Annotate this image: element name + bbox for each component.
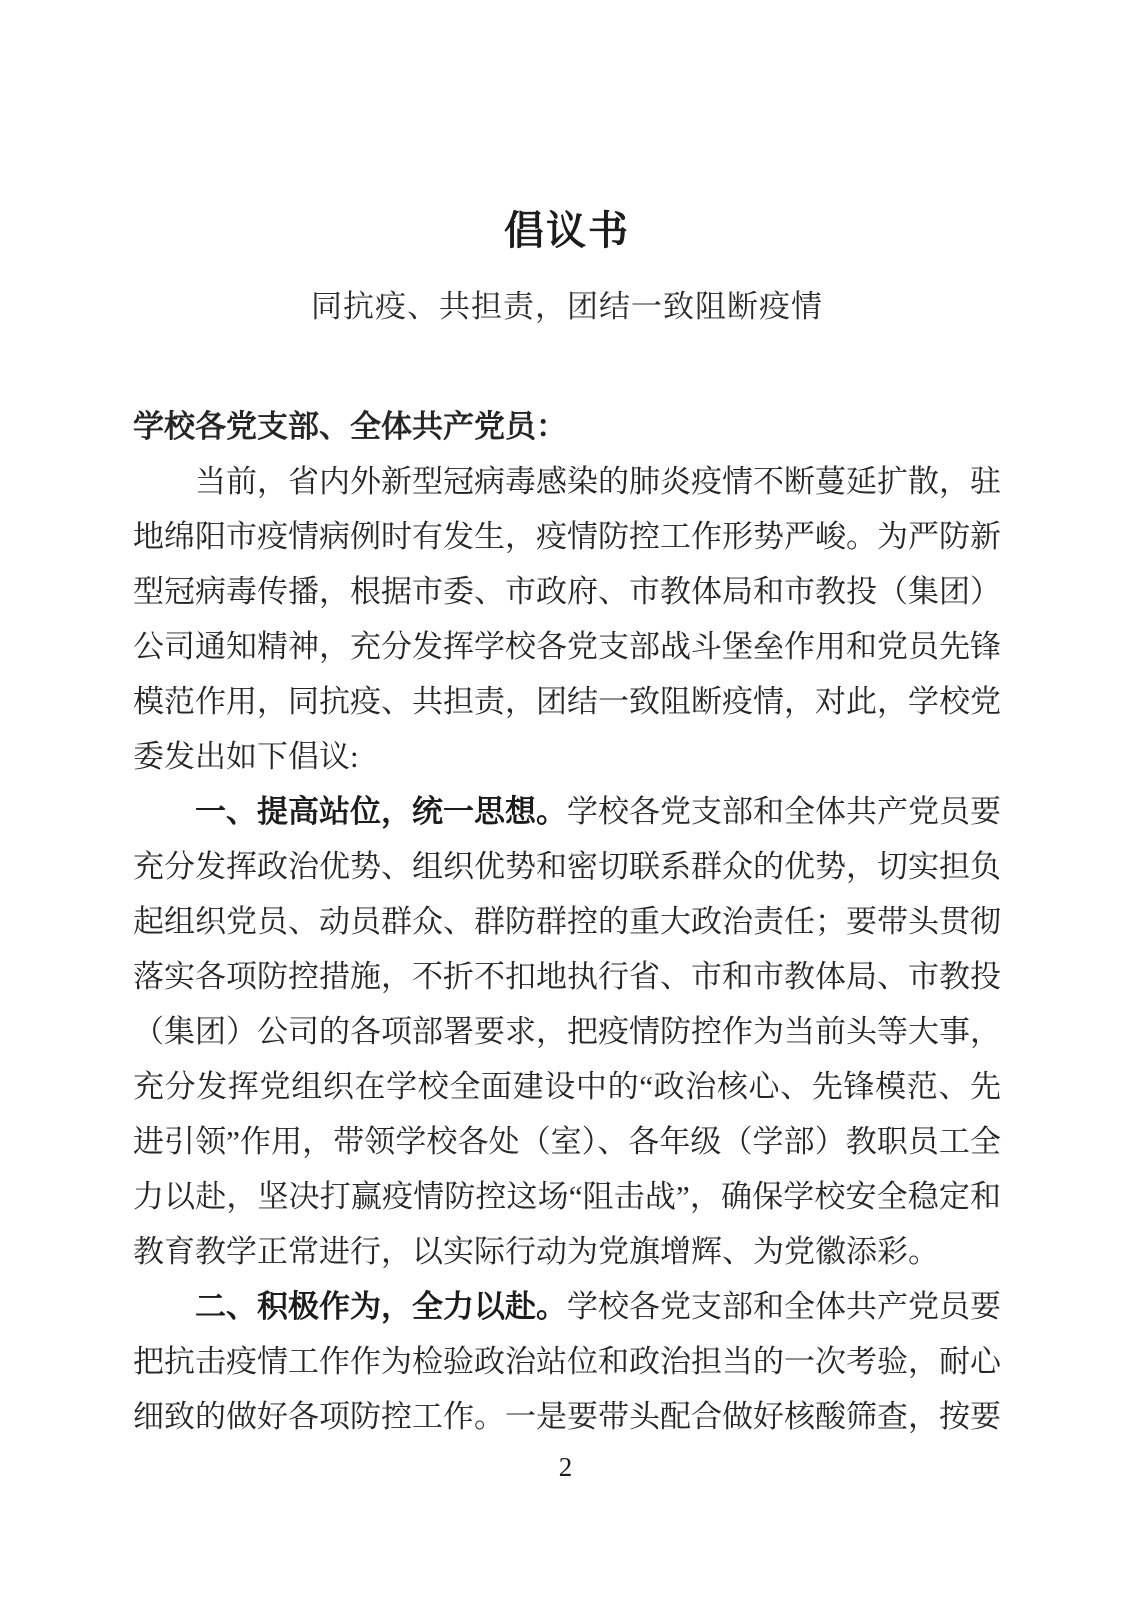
document-content [133, 205, 1001, 1444]
paragraph-section-2 [133, 1279, 1001, 1444]
page-number: 2 [558, 1452, 573, 1482]
paragraph-section-1-text: 学校各党支部和全体共产党员要充分发挥政治优势、组织优势和密切联系群众的优势，切实担负起组织党员、动员群众、群防群控的重大政治责任；要带头贯彻落实各项防控措施，不折不扣地执行省、市和市教体局、市教投（集团）公司的各项部署要求，把疫情防控作为当前头等大事，充分发挥党组织在学校全面建设中的“政治核心、先锋模范、先进引领”作用，带领学校各处（室）、各年级（学部）教职员工全力以赴，坚决打赢疫情防控这场“阻击战”，确保学校安全稳定和教育教学正常进行，以实际行动为党旗增辉、为党徽添彩。 [133, 794, 1002, 1269]
document-body [133, 399, 1001, 1444]
paragraph-section-1-lead: 一、提高站位，统一思想。 [195, 794, 567, 829]
paragraph-intro-text: 当前，省内外新型冠病毒感染的肺炎疫情不断蔓延扩散，驻地绵阳市疫情病例时有发生，疫情防控工作形势严峻。为严防新型冠病毒传播，根据市委、市政府、市教体局和市教投（集团）公司通知精神，充分发挥学校各党支部战斗堡垒作用和党员先锋模范作用，同抗疫、共担责，团结一致阻断疫情，对此，学校党委发出如下倡议: [133, 464, 1001, 774]
paragraph-intro [133, 454, 1001, 784]
salutation-line: 学校各党支部、全体共产党员： [133, 409, 567, 444]
paragraph-section-2-lead: 二、积极作为，全力以赴。 [195, 1289, 567, 1324]
document-subtitle: 同抗疫、共担责，团结一致阻断疫情 [311, 289, 823, 324]
paragraph-section-2-text: 学校各党支部和全体共产党员要把抗击疫情工作作为检验政治站位和政治担当的一次考验，耐心细致的做好各项防控工作。一是要带头配合做好核酸筛查，按要 [133, 1289, 1001, 1434]
paragraph-section-1 [133, 784, 1001, 1279]
document-title: 倡议书 [504, 209, 630, 253]
